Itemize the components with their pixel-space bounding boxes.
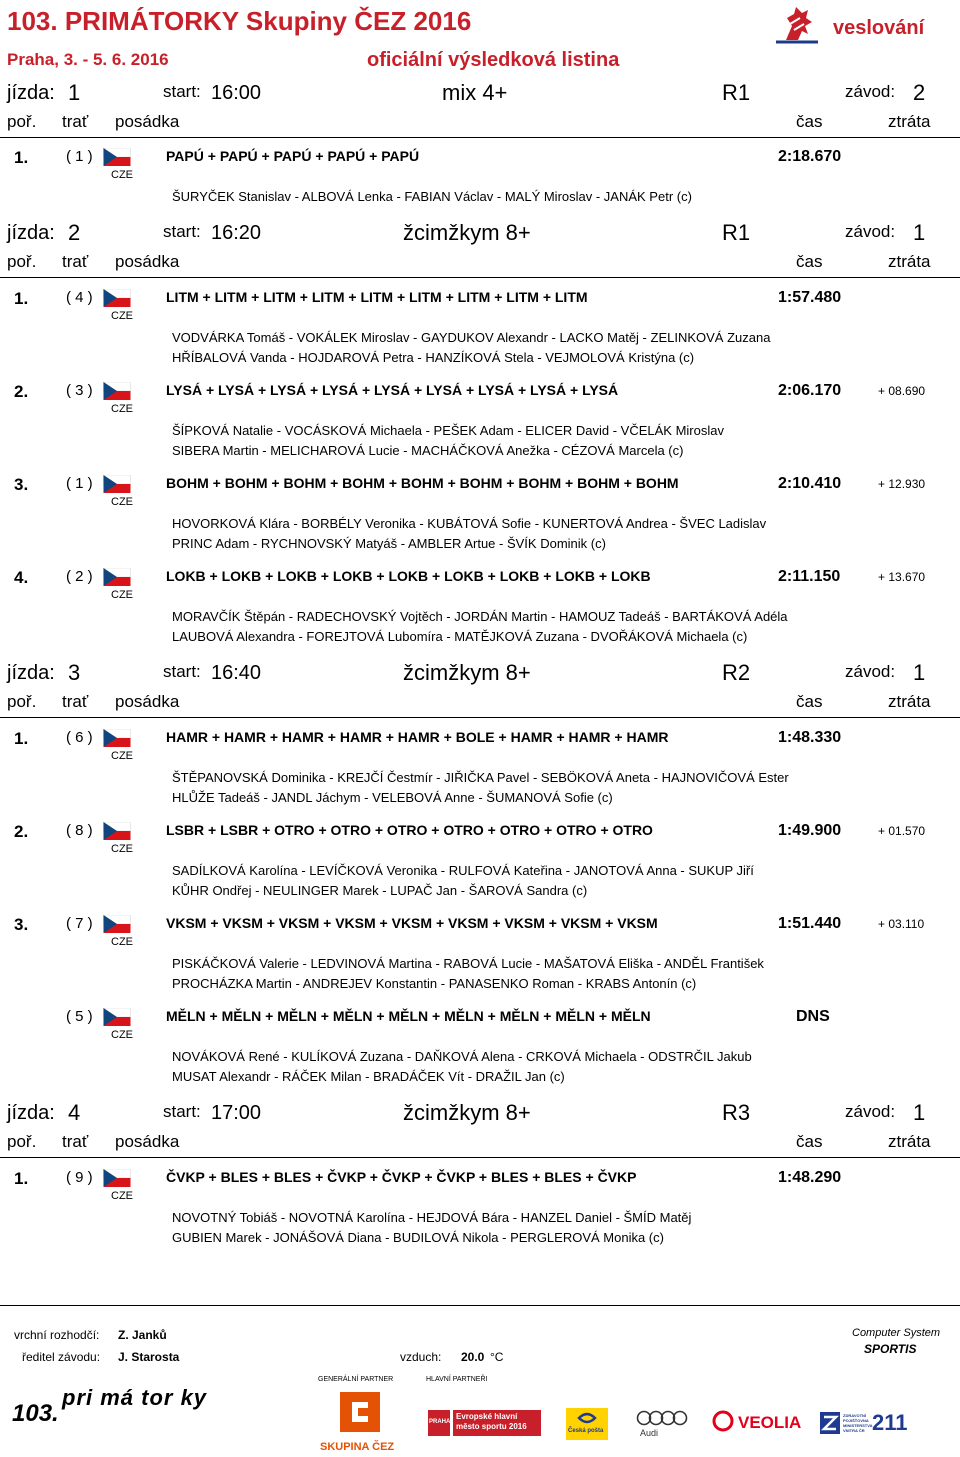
zpmv-label: ZDRAVOTNÍ POJIŠŤOVNA MINISTERSTVA VNITRA ČR [843,1413,873,1433]
computer-system-label: Computer System [852,1327,941,1339]
lane: ( 4 ) [66,289,93,306]
crew-clubs: LYSÁ + LYSÁ + LYSÁ + LYSÁ + LYSÁ + LYSÁ + LYSÁ + LYSÁ + LYSÁ [166,382,619,398]
race-number: 1 [913,660,926,685]
crew-names: MORAVČÍK Štěpán - RADECHOVSKÝ Vojtěch - JORDÁN Martin - HAMOUZ Tadeáš - BARTÁKOVÁ Adéla [172,609,788,624]
position: 1. [14,729,29,748]
czech-flag-icon [103,475,131,493]
race-category: mix 4+ [442,80,508,105]
crew-names: ŠÍPKOVÁ Natalie - VOCÁSKOVÁ Michaela - PEŠEK Adam - ELICER David - VČELÁK Miroslav [172,423,724,438]
finish-time: 2:10.410 [778,475,842,492]
time-loss: + 13.670 [878,570,926,584]
divider [0,277,960,278]
czech-flag-icon [103,1169,131,1187]
crew-names: GUBIEN Marek - JONÁŠOVÁ Diana - BUDILOVÁ Nikola - PERGLEROVÁ Monika (c) [172,1230,664,1245]
zpmv-number: 211 [872,1410,908,1435]
lane: ( 5 ) [66,1008,93,1025]
time-loss: + 08.690 [878,384,926,398]
main-partners-label: HLAVNÍ PARTNEŘI [426,1376,488,1383]
heat-label: jízda: [7,662,55,684]
divider [0,1157,960,1158]
time-loss: + 01.570 [878,824,926,838]
crew-names: NOVÁKOVÁ René - KULÍKOVÁ Zuzana - DAŇKOVÁ Alena - CRKOVÁ Michaela - ODSTRČIL Jakub [172,1049,752,1064]
finish-time: 1:48.330 [778,729,842,746]
crew-clubs: HAMR + HAMR + HAMR + HAMR + HAMR + BOLE + HAMR + HAMR + HAMR [166,729,669,745]
czech-flag-icon [103,568,131,586]
czech-flag-icon [103,148,131,166]
start-time: 17:00 [211,1102,262,1124]
cez-logo-icon [340,1392,380,1432]
place-date: Praha, 3. - 5. 6. 2016 [7,50,169,69]
finish-time: 2:06.170 [778,382,842,399]
col-lane: trať [62,112,89,131]
audi-label: Audi [640,1428,659,1438]
col-lane: trať [62,692,89,711]
country-code: CZE [111,750,133,762]
col-loss: ztráta [888,692,931,711]
crew-names: HOVORKOVÁ Klára - BORBÉLY Veronika - KUBÁTOVÁ Sofie - KUNERTOVÁ Andrea - ŠVEC Ladislav [172,516,767,531]
director-label: ředitel závodu: [22,1350,101,1364]
start-time: 16:00 [211,82,262,104]
start-label: start: [163,222,201,241]
czech-flag-icon [103,382,131,400]
heat-number: 4 [68,1100,81,1125]
start-time: 16:40 [211,662,262,684]
country-code: CZE [111,310,133,322]
footer-divider [0,1305,960,1306]
col-pos: poř. [7,692,37,711]
heat-number: 2 [68,220,81,245]
race-category: žcimžkym 8+ [403,660,531,685]
audi-rings-icon [636,1410,690,1426]
lane: ( 2 ) [66,568,93,585]
lane: ( 3 ) [66,382,93,399]
crew-names: PISKÁČKOVÁ Valerie - LEDVINOVÁ Martina - RABOVÁ Lucie - MAŠATOVÁ Eliška - ANDĚL František [172,956,764,971]
position: 2. [14,382,29,401]
position: 1. [14,1169,29,1188]
crew-names: SIBERA Martin - MELICHAROVÁ Lucie - MACHÁČKOVÁ Anežka - CÉZOVÁ Marcela (c) [172,443,684,458]
crew-clubs: LOKB + LOKB + LOKB + LOKB + LOKB + LOKB + LOKB + LOKB + LOKB [166,568,651,584]
skupina-cez-label: SKUPINA ČEZ [320,1441,395,1453]
lane: ( 1 ) [66,475,93,492]
finish-time: 1:51.440 [778,915,842,932]
general-partner-label: GENERÁLNÍ PARTNER [318,1376,394,1383]
official-results-label: oficiální výsledková listina [367,49,620,71]
race-no-label: závod: [845,662,896,681]
start-time: 16:20 [211,222,262,244]
crew-clubs: PAPÚ + PAPÚ + PAPÚ + PAPÚ + PAPÚ [166,148,420,164]
col-lane: trať [62,252,89,271]
col-crew: posádka [115,112,180,131]
crew-names: HŘÍBALOVÁ Vanda - HOJDAROVÁ Petra - HANZÍKOVÁ Stela - VEJMOLOVÁ Kristýna (c) [172,350,695,365]
col-time: čas [796,1132,823,1151]
divider [0,717,960,718]
heat-label: jízda: [7,222,55,244]
posthorn-icon [577,1410,597,1426]
referee-name: Z. Janků [118,1328,167,1342]
finish-time: 2:18.670 [778,148,842,165]
race-round: R1 [722,80,751,105]
col-pos: poř. [7,252,37,271]
czech-flag-icon [103,289,131,307]
col-pos: poř. [7,1132,37,1151]
country-code: CZE [111,936,133,948]
air-temp-label: vzduch: [400,1350,442,1364]
crew-names: KŮHR Ondřej - NEULINGER Marek - LUPAČ Jan - ŠAROVÁ Sandra (c) [172,883,588,898]
czech-flag-icon [103,1008,131,1026]
heat-label: jízda: [7,82,55,104]
crew-names: HLŮŽE Tadeáš - JANDL Jáchym - VELEBOVÁ Anne - ŠUMANOVÁ Sofie (c) [172,790,613,805]
referee-label: vrchní rozhodčí: [14,1328,100,1342]
start-label: start: [163,662,201,681]
country-code: CZE [111,1029,133,1041]
country-code: CZE [111,403,133,415]
crew-names: NOVOTNÝ Tobiáš - NOVOTNÁ Karolína - HEJDOVÁ Bára - HANZEL Daniel - ŠMÍD Matěj [172,1210,692,1225]
crew-clubs: ČVKP + BLES + BLES + ČVKP + ČVKP + ČVKP + BLES + BLES + ČVKP [166,1169,637,1185]
race-no-label: závod: [845,82,896,101]
race-round: R3 [722,1100,751,1125]
veolia-label: VEOLIA [738,1413,802,1432]
heat-label: jízda: [7,1102,55,1124]
crew-clubs: BOHM + BOHM + BOHM + BOHM + BOHM + BOHM + BOHM + BOHM + BOHM [166,475,679,491]
country-code: CZE [111,589,133,601]
crew-names: VODVÁRKA Tomáš - VOKÁLEK Miroslav - GAYDUKOV Alexandr - LACKO Matěj - ZELINKOVÁ Zuzana [172,330,771,345]
air-temp-value: 20.0 [461,1350,485,1364]
crew-clubs: LITM + LITM + LITM + LITM + LITM + LITM + LITM + LITM + LITM [166,289,588,305]
col-time: čas [796,692,823,711]
finish-time: DNS [796,1008,830,1025]
divider [0,137,960,138]
col-crew: posádka [115,1132,180,1151]
race-number: 2 [913,80,926,105]
col-time: čas [796,112,823,131]
race-no-label: závod: [845,1102,896,1121]
start-label: start: [163,82,201,101]
heat-number: 1 [68,80,81,105]
position: 3. [14,475,29,494]
lane: ( 8 ) [66,822,93,839]
crew-names: ŠURYČEK Stanislav - ALBOVÁ Lenka - FABIAN Václav - MALÝ Miroslav - JANÁK Petr (c) [172,189,692,204]
country-code: CZE [111,843,133,855]
col-crew: posádka [115,692,180,711]
air-temp-unit: °C [490,1350,504,1364]
col-loss: ztráta [888,1132,931,1151]
col-time: čas [796,252,823,271]
lane: ( 9 ) [66,1169,93,1186]
czech-flag-icon [103,822,131,840]
crew-clubs: VKSM + VKSM + VKSM + VKSM + VKSM + VKSM + VKSM + VKSM + VKSM [166,915,658,931]
country-code: CZE [111,169,133,181]
race-number: 1 [913,1100,926,1125]
european-capital-sport-label: Evropské hlavní město sportu 2016 [456,1412,527,1431]
race-round: R1 [722,220,751,245]
time-loss: + 03.110 [878,917,925,931]
position: 2. [14,822,29,841]
col-crew: posádka [115,252,180,271]
crew-names: MUSAT Alexandr - RÁČEK Milan - BRADÁČEK Vít - DRAŽIL Jan (c) [172,1069,565,1084]
finish-time: 1:49.900 [778,822,842,839]
col-loss: ztráta [888,252,931,271]
col-lane: trať [62,1132,89,1151]
crew-names: ŠTĚPANOVSKÁ Dominika - KREJČÍ Čestmír - JIŘIČKA Pavel - SEBÖKOVÁ Aneta - HAJNOVIČOVÁ Ester [172,770,789,785]
position: 4. [14,568,29,587]
praha-logo [428,1410,450,1436]
time-loss: + 12.930 [878,477,926,491]
crew-clubs: MĚLN + MĚLN + MĚLN + MĚLN + MĚLN + MĚLN + MĚLN + MĚLN + MĚLN [166,1008,651,1024]
heat-number: 3 [68,660,81,685]
sportis-logo: SPORTIS [864,1342,917,1356]
race-round: R2 [722,660,751,685]
finish-time: 2:11.150 [778,568,841,585]
sport-label: veslování [833,17,925,39]
race-category: žcimžkym 8+ [403,1100,531,1125]
race-no-label: závod: [845,222,896,241]
primatorky-logo-number: 103. [12,1400,59,1427]
lane: ( 7 ) [66,915,93,932]
lane: ( 1 ) [66,148,93,165]
crew-names: SADÍLKOVÁ Karolína - LEVÍČKOVÁ Veronika - RULFOVÁ Kateřina - JANOTOVÁ Anna - SUKUP Jiří [172,863,754,878]
ceska-posta-label: Česká pošta [568,1428,604,1434]
czech-flag-icon [103,729,131,747]
position: 1. [14,148,29,167]
veolia-icon [712,1410,734,1432]
start-label: start: [163,1102,201,1121]
czech-lion-emblem-icon [772,4,822,46]
primatorky-logo: pri má tor ky [62,1385,208,1410]
crew-names: PROCHÁZKA Martin - ANDREJEV Konstantin - PANASENKO Roman - KRABS Antonín (c) [172,976,697,991]
director-name: J. Starosta [118,1350,180,1364]
country-code: CZE [111,1190,133,1202]
country-code: CZE [111,496,133,508]
race-number: 1 [913,220,926,245]
european-capital-sport-logo [453,1410,541,1436]
crew-names: PRINC Adam - RYCHNOVSKÝ Matyáš - AMBLER Artue - ŠVÍK Dominik (c) [172,536,606,551]
col-loss: ztráta [888,112,931,131]
crew-names: LAUBOVÁ Alexandra - FOREJTOVÁ Lubomíra - MATĚJKOVÁ Zuzana - DVOŘÁKOVÁ Michaela (c) [172,629,748,644]
col-pos: poř. [7,112,37,131]
lane: ( 6 ) [66,729,93,746]
finish-time: 1:57.480 [778,289,842,306]
ceska-posta-logo [566,1408,608,1440]
praha-label: PRAHA [429,1419,451,1425]
finish-time: 1:48.290 [778,1169,842,1186]
crew-clubs: LSBR + LSBR + OTRO + OTRO + OTRO + OTRO + OTRO + OTRO + OTRO [166,822,653,838]
page-title: 103. PRIMÁTORKY Skupiny ČEZ 2016 [7,6,472,36]
zpmv-icon [820,1412,840,1434]
position: 3. [14,915,29,934]
czech-flag-icon [103,915,131,933]
race-category: žcimžkym 8+ [403,220,531,245]
position: 1. [14,289,29,308]
